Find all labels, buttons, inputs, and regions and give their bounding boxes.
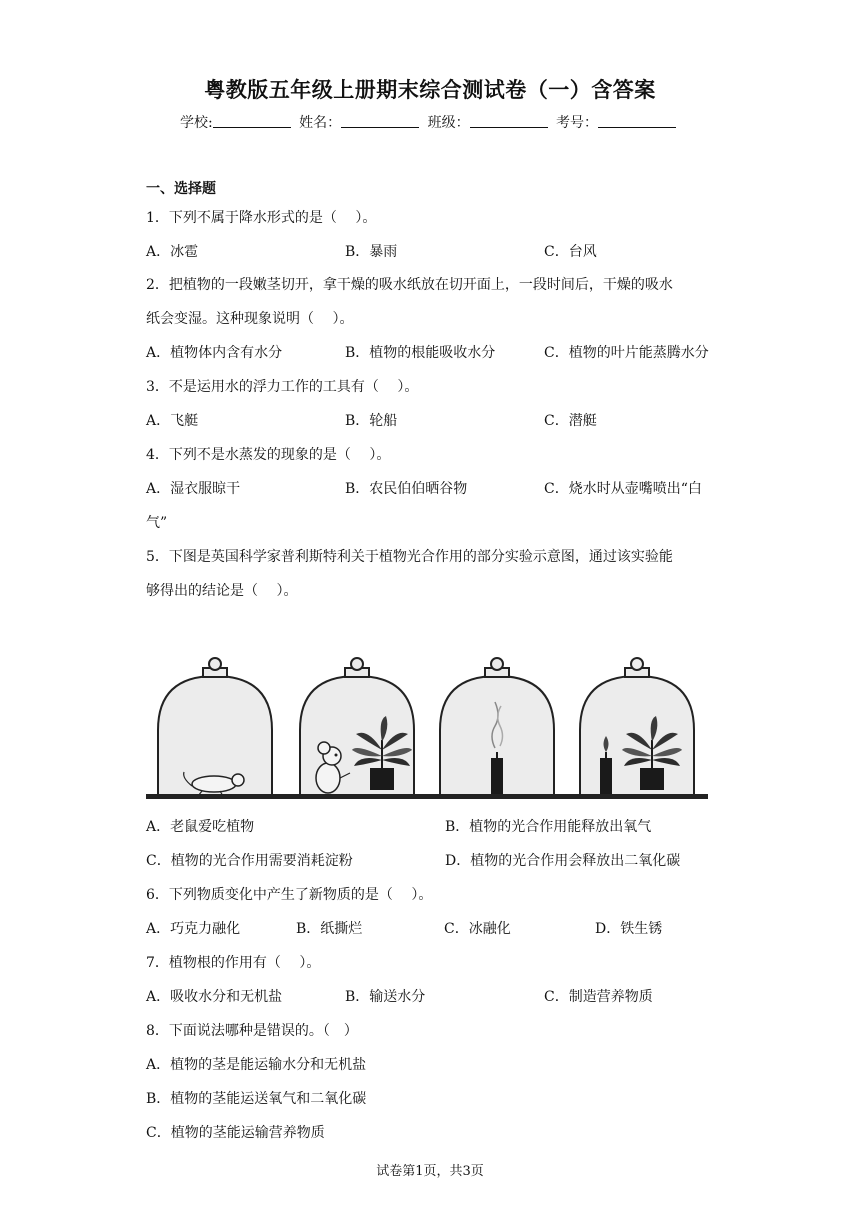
q3-option-c[interactable]: C．潜艇 (544, 413, 597, 429)
question-7-stem: 7．植物根的作用有（ ）。 (146, 955, 321, 971)
q6-option-d[interactable]: D．铁生锈 (595, 921, 663, 937)
jar-4 (580, 658, 694, 796)
q4-option-a[interactable]: A．湿衣服晾干 (146, 481, 241, 497)
table-surface (146, 794, 708, 799)
q4-option-c[interactable]: C．烧水时从壶嘴喷出“白 (544, 481, 702, 497)
bell-jar-experiment-figure (144, 628, 710, 804)
page-title: 粤教版五年级上册期末综合测试卷（一）含答案 (204, 78, 656, 102)
question-6-stem: 6．下列物质变化中产生了新物质的是（ ）。 (146, 887, 433, 903)
q1-option-c[interactable]: C．台风 (544, 244, 597, 260)
jar-2 (300, 658, 414, 796)
q7-option-b[interactable]: B．输送水分 (345, 989, 426, 1005)
question-2-stem-line1: 2．把植物的一段嫩茎切开，拿干燥的吸水纸放在切开面上，一段时间后，干燥的吸水 (146, 277, 673, 293)
name-blank[interactable] (341, 115, 419, 128)
student-info-line (0, 112, 860, 132)
section-heading: 一、选择题 (146, 181, 216, 197)
jar-1 (158, 658, 272, 796)
question-3-stem: 3．不是运用水的浮力工作的工具有（ ）。 (146, 379, 419, 395)
question-2-stem-line2: 纸会变湿。这种现象说明（ ）。 (146, 311, 354, 327)
school-blank[interactable] (213, 115, 291, 128)
page-footer: 试卷第1页，共3页 (376, 1164, 484, 1179)
q3-option-a[interactable]: A．飞艇 (146, 413, 199, 429)
q5-option-a[interactable]: A．老鼠爱吃植物 (146, 819, 255, 835)
q4-option-c-wrap: 气” (146, 515, 168, 531)
q5-option-d[interactable]: D．植物的光合作用会释放出二氧化碳 (445, 853, 681, 869)
school-label: 学校: (179, 115, 213, 131)
jar-3 (440, 658, 554, 796)
question-5-stem-line1: 5．下图是英国科学家普利斯特利关于植物光合作用的部分实验示意图，通过该实验能 (146, 549, 673, 565)
q1-option-a[interactable]: A．冰雹 (146, 244, 199, 260)
class-blank[interactable] (470, 115, 548, 128)
exam-no-blank[interactable] (598, 115, 676, 128)
q4-option-b[interactable]: B．农民伯伯晒谷物 (345, 481, 468, 497)
q7-option-a[interactable]: A．吸收水分和无机盐 (146, 989, 283, 1005)
q6-option-b[interactable]: B．纸撕烂 (296, 921, 363, 937)
class-label: 班级： (427, 115, 470, 131)
q1-option-b[interactable]: B．暴雨 (345, 244, 398, 260)
question-4-stem: 4．下列不是水蒸发的现象的是（ ）。 (146, 447, 391, 463)
q3-option-b[interactable]: B．轮船 (345, 413, 398, 429)
q8-option-b[interactable]: B．植物的茎能运送氧气和二氧化碳 (146, 1091, 367, 1107)
q5-option-b[interactable]: B．植物的光合作用能释放出氧气 (445, 819, 652, 835)
q2-option-c[interactable]: C．植物的叶片能蒸腾水分 (544, 345, 709, 361)
q5-option-c[interactable]: C．植物的光合作用需要消耗淀粉 (146, 853, 353, 869)
q7-option-c[interactable]: C．制造营养物质 (544, 989, 653, 1005)
q6-option-c[interactable]: C．冰融化 (444, 921, 511, 937)
q8-option-a[interactable]: A．植物的茎是能运输水分和无机盐 (146, 1057, 367, 1073)
question-8-stem: 8．下面说法哪种是错误的。（ ） (146, 1023, 358, 1039)
q2-option-a[interactable]: A．植物体内含有水分 (146, 345, 283, 361)
question-5-stem-line2: 够得出的结论是（ ）。 (146, 583, 298, 599)
exam-no-label: 考号： (556, 115, 599, 131)
q6-option-a[interactable]: A．巧克力融化 (146, 921, 241, 937)
question-1-stem: 1．下列不属于降水形式的是（ ）。 (146, 210, 377, 226)
q8-option-c[interactable]: C．植物的茎能运输营养物质 (146, 1125, 325, 1141)
q2-option-b[interactable]: B．植物的根能吸收水分 (345, 345, 496, 361)
name-label: 姓名： (299, 115, 342, 131)
